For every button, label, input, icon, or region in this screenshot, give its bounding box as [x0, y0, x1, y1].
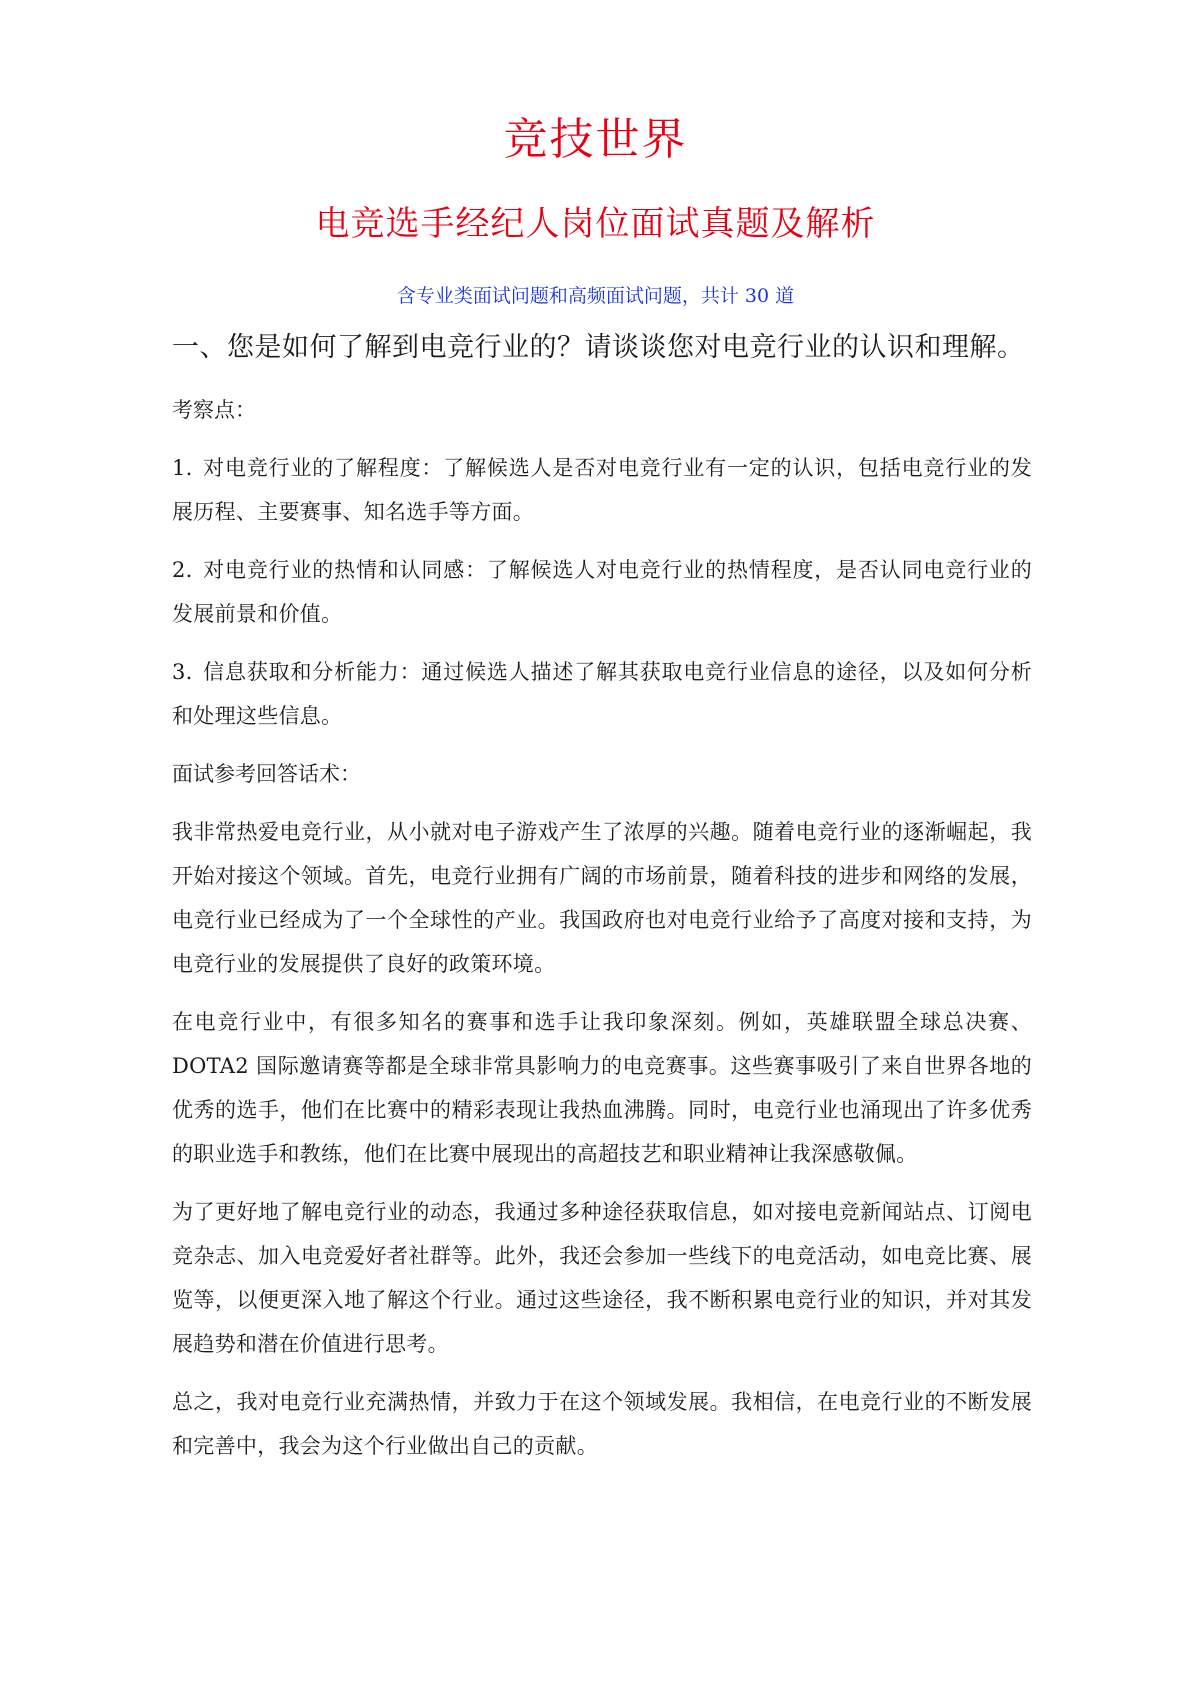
answer-paragraph: 在电竞行业中，有很多知名的赛事和选手让我印象深刻。例如，英雄联盟全球总决赛、DOTA2 国际邀请赛等都是全球非常具影响力的电竞赛事。这些赛事吸引了来自世界各地的优秀的选手，他们在比赛中的精彩表现让我热血沸腾。同时，电竞行业也涌现出了许多优秀的职业选手和教练，他们在比赛中展现出的高超技艺和职业精神让我深感敬佩。: [172, 1010, 1032, 1166]
answer-paragraph: 总之，我对电竞行业充满热情，并致力于在这个领域发展。我相信，在电竞行业的不断发展和完善中，我会为这个行业做出自己的贡献。: [172, 1390, 1032, 1458]
point-text: 信息获取和分析能力：通过候选人描述了解其获取电竞行业信息的途径，以及如何分析和处理这些信息。: [172, 660, 1032, 728]
point-number: 2.: [172, 558, 193, 582]
assessment-point: [172, 548, 1032, 636]
point-number: 1.: [172, 456, 193, 480]
question-section: [172, 328, 1032, 1482]
answer-label: 面试参考回答话术：: [172, 762, 361, 786]
assessment-point: [172, 446, 1032, 534]
point-text: 对电竞行业的热情和认同感：了解候选人对电竞行业的热情程度，是否认同电竞行业的发展前景和价值。: [172, 558, 1032, 626]
question-heading: 一、您是如何了解到电竞行业的？请谈谈您对电竞行业的认识和理解。: [172, 332, 1025, 363]
answer-paragraph: 我非常热爱电竞行业，从小就对电子游戏产生了浓厚的兴趣。随着电竞行业的逐渐崛起，我开始对接这个领域。首先，电竞行业拥有广阔的市场前景，随着科技的进步和网络的发展，电竞行业已经成为了一个全球性的产业。我国政府也对电竞行业给予了高度对接和支持，为电竞行业的发展提供了良好的政策环境。: [172, 820, 1032, 976]
brand-title: 竞技世界: [503, 114, 688, 165]
answer-paragraph: 为了更好地了解电竞行业的动态，我通过多种途径获取信息，如对接电竞新闻站点、订阅电竞杂志、加入电竞爱好者社群等。此外，我还会参加一些线下的电竞活动，如电竞比赛、展览等，以便更深入地了解这个行业。通过这些途径，我不断积累电竞行业的知识，并对其发展趋势和潜在价值进行思考。: [172, 1200, 1032, 1356]
point-text: 对电竞行业的了解程度：了解候选人是否对电竞行业有一定的认识，包括电竞行业的发展历程、主要赛事、知名选手等方面。: [172, 456, 1032, 524]
point-number: 3.: [172, 660, 193, 684]
document-subtitle: 含专业类面试问题和高频面试问题，共计 30 道: [396, 285, 795, 307]
document-title: 电竞选手经纪人岗位面试真题及解析: [315, 204, 876, 244]
assessment-point: [172, 650, 1032, 738]
assessment-label: 考察点：: [172, 398, 256, 422]
